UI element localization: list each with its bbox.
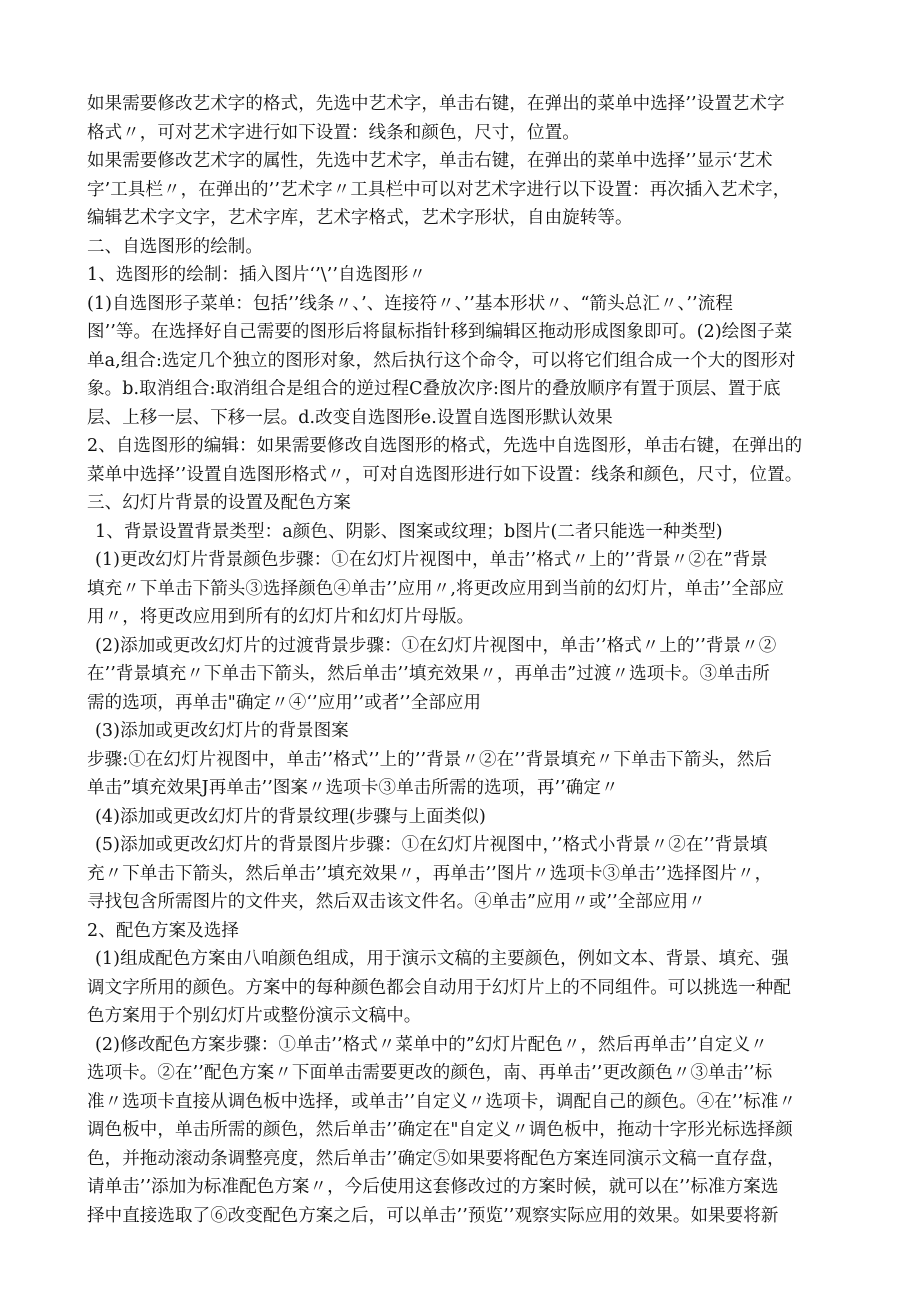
text-line: (2)修改配色方案步骤：①单击’’格式〃菜单中的”幻灯片配色〃，然后再单击’’自定义〃 [95, 1034, 768, 1055]
text-line: 象。b.取消组合:取消组合是组合的逆过程C叠放次序:图片的叠放顺序有置于顶层、置于底 [87, 379, 781, 399]
text-line: 单a,组合:选定几个独立的图形对象，然后执行这个命令，可以将它们组合成一个大的图形对 [87, 350, 796, 371]
text-line: 2、自选图形的编辑：如果需要修改自选图形的格式，先选中自选图形，单击右键，在弹出的 [87, 436, 803, 456]
text-line: 菜单中选择’’设置自选图形格式〃，可对自选图形进行如下设置：线条和颜色，尺寸，位置。 [87, 464, 803, 485]
text-line: (1)自选图形子菜单：包括’’线条〃、’、连接符〃、’’基本形状〃、“箭头总汇〃、’’流程 [87, 293, 733, 314]
text-line: 调文字所用的颜色。方案中的每种颜色都会自动用于幻灯片上的不同组件。可以挑选一种配 [87, 977, 791, 998]
subsection-heading: 1、选图形的绘制：插入图片‘’\’’自选图形〃 [87, 265, 427, 285]
text-line: 字’工具栏〃，在弹出的’’艺术字〃工具栏中可以对艺术字进行以下设置：再次插入艺术字， [87, 179, 791, 200]
text-line: 层、上移一层、下移一层。d.改变自选图形e.设置自选图形默认效果 [87, 407, 613, 428]
section-heading: 二、自选图形的绘制。 [87, 236, 263, 257]
text-line: (3)添加或更改幻灯片的背景图案 [95, 721, 349, 741]
text-line: (2)添加或更改幻灯片的过渡背景步骤：①在幻灯片视图中，单击’’格式〃上的’’背景〃② [95, 635, 777, 656]
subsection-heading: 1、背景设置背景类型：a颜色、阴影、图案或纹理；b图片(二者只能选一种类型) [95, 521, 723, 542]
text-line: 寻找包含所需图片的文件夹，然后双击该文件名。④单击”应用〃或’’全部应用〃 [87, 892, 706, 912]
text-line: 择中直接选取了⑥改变配色方案之后，可以单击’’预览’’观察实际应用的效果。如果要将新 [87, 1205, 779, 1226]
section-heading: 三、幻灯片背景的设置及配色方案 [87, 493, 351, 513]
text-line: (4)添加或更改幻灯片的背景纹理(步骤与上面类似) [95, 806, 486, 827]
text-line: (5)添加或更改幻灯片的背景图片步骤：①在幻灯片视图中，’’格式小背景〃②在’’背景填 [95, 835, 768, 855]
text-line: 请单击’’添加为标准配色方案〃，今后使用这套修改过的方案时候，就可以在’’标准方案选 [87, 1177, 779, 1197]
text-line: 充〃下单击下箭头，然后单击’’填充效果〃，再单击’’图片〃选项卡③单击’’选择图片〃， [87, 863, 773, 884]
text-line: 如果需要修改艺术字的属性，先选中艺术字，单击右键，在弹出的菜单中选择’’显示‘艺术 [87, 151, 773, 171]
text-line: 单击”填充效果J再单击’’图案〃选项卡③单击所需的选项，再’’确定〃 [87, 778, 619, 798]
text-line: 填充〃下单击下箭头③选择颜色④单击’’应用〃,将更改应用到当前的幻灯片，单击’’全部应 [87, 578, 785, 599]
text-line: 色，并拖动滚动条调整亮度，然后单击’’确定⑤如果要将配色方案连同演示文稿一直存盘， [87, 1148, 785, 1169]
text-line: (1)更改幻灯片背景颜色步骤：①在幻灯片视图中，单击’’格式〃上的’’背景〃②在”背景 [95, 550, 768, 570]
text-line: 如果需要修改艺术字的格式，先选中艺术字，单击右键，在弹出的菜单中选择’’设置艺术字 [87, 94, 785, 114]
text-line: 步骤:①在幻灯片视图中，单击’’格式’’上的’’背景〃②在’’背景填充〃下单击下箭头，然后 [87, 749, 772, 770]
text-line: 色方案用于个别幻灯片或整份演示文稿中。 [87, 1006, 422, 1026]
text-line: 格式〃，可对艺术字进行如下设置：线条和颜色，尺寸，位置。 [87, 122, 580, 143]
text-line: 编辑艺术字文字，艺术字库，艺术字格式，艺术字形状，自由旋转等。 [87, 208, 633, 228]
text-line: 需的选项，再单击"确定〃④‘’应用’’或者’’全部应用 [87, 692, 482, 713]
text-line: 准〃选项卡直接从调色板中选择，或单击’’自定义〃选项卡，调配自己的颜色。④在’’标准〃 [87, 1091, 797, 1112]
text-line: 图’’等。在选择好自己需要的图形后将鼠标指针移到编辑区拖动形成图象即可。(2)绘图子菜 [87, 322, 793, 342]
subsection-heading: 2、配色方案及选择 [87, 920, 240, 941]
text-line: 调色板中，单击所需的颜色，然后单击’’确定在"自定义〃调色板中，拖动十字形光标选择颜 [87, 1120, 793, 1140]
text-line: 选项卡。②在’’配色方案〃下面单击需要更改的颜色，南、再单击’’更改颜色〃③单击’’标 [87, 1063, 773, 1083]
text-line: (1)组成配色方案由八咱颜色组成，用于演示文稿的主要颜色，例如文本、背景、填充、强 [95, 949, 789, 969]
text-line: 用〃，将更改应用到所有的幻灯片和幻灯片母版。 [87, 607, 475, 627]
text-line: 在’’背景填充〃下单击下箭头，然后单击’’填充效果〃，再单击”过渡〃选项卡。③单击所 [87, 664, 770, 684]
